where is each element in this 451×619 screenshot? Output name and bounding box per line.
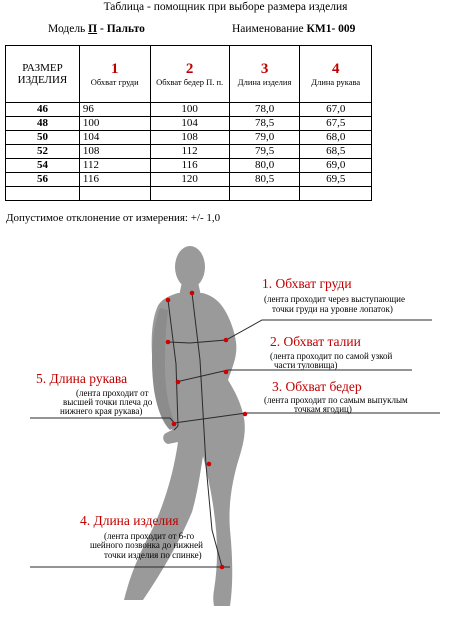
table-cell: 108	[79, 145, 150, 159]
table-cell: 68,0	[300, 131, 372, 145]
table-cell: 80,5	[229, 173, 300, 187]
sleeve-label-desc: (лента проходит от	[76, 388, 149, 398]
chest-label-desc: (лента проходит через выступающие	[264, 294, 405, 304]
column-header-number: 2	[185, 61, 194, 77]
column-header-hips	[150, 46, 229, 103]
chest-label-title: 1. Обхват груди	[262, 276, 352, 291]
waist-label-desc: (лента проходит по самой узкой	[270, 351, 393, 361]
size-table	[5, 45, 372, 201]
hips-label-desc: (лента проходит по самым выпуклым	[264, 395, 408, 405]
table-cell: 79,5	[229, 145, 300, 159]
table-cell: 112	[79, 159, 150, 173]
column-header-sleeve	[300, 46, 372, 103]
table-cell: 96	[79, 103, 150, 117]
sleeve-label-title: 5. Длина рукава	[36, 371, 128, 386]
table-header-row	[6, 46, 372, 103]
sleeve-label-desc: высшей точки плеча до	[63, 397, 153, 407]
marker-dot	[224, 370, 229, 375]
table-row	[6, 173, 372, 187]
table-row	[6, 145, 372, 159]
marker-dot	[172, 422, 177, 427]
tolerance-note: Допустимое отклонение от измерения: +/- 1,0	[6, 212, 221, 224]
table-cell: 67,5	[300, 117, 372, 131]
marker-dot	[243, 412, 248, 417]
table-cell: 112	[150, 145, 229, 159]
marker-dot	[166, 298, 171, 303]
model-value: П	[88, 23, 98, 35]
table-cell	[300, 187, 372, 201]
table-cell	[150, 187, 229, 201]
column-header-label: Обхват бедер П. п.	[156, 77, 224, 87]
table-cell	[229, 187, 300, 201]
table-cell: 78,0	[229, 103, 300, 117]
table-cell: 68,5	[300, 145, 372, 159]
marker-dot	[207, 462, 212, 467]
column-header-number: 1	[110, 61, 119, 77]
table-cell: 48	[6, 117, 80, 131]
table-cell	[79, 187, 150, 201]
table-cell: 69,0	[300, 159, 372, 173]
table-cell: 69,5	[300, 173, 372, 187]
column-header-chest	[79, 46, 150, 103]
product-name-info	[232, 23, 355, 35]
table-cell: 116	[150, 159, 229, 173]
table-row	[6, 103, 372, 117]
model-info	[48, 23, 145, 35]
column-header-length	[229, 46, 300, 103]
hips-label-title: 3. Обхват бедер	[272, 379, 362, 394]
waist-label-desc: части туловища)	[274, 360, 338, 370]
column-header-number: 4	[331, 61, 340, 77]
model-label: Модель	[48, 23, 89, 35]
hips-label-desc: точкам ягодиц)	[294, 404, 352, 414]
table-cell: 120	[150, 173, 229, 187]
table-cell: 104	[150, 117, 229, 131]
head-shape	[175, 246, 205, 288]
marker-dot	[220, 565, 225, 570]
table-cell: 116	[79, 173, 150, 187]
marker-dot	[224, 338, 229, 343]
measurement-diagram	[0, 230, 451, 619]
table-cell: 78,5	[229, 117, 300, 131]
table-cell: 100	[150, 103, 229, 117]
model-suffix: - Пальто	[97, 23, 145, 35]
table-cell: 108	[150, 131, 229, 145]
table-row	[6, 131, 372, 145]
table-cell: 52	[6, 145, 80, 159]
table-cell: 104	[79, 131, 150, 145]
table-cell: 54	[6, 159, 80, 173]
table-row	[6, 187, 372, 201]
column-header-size	[6, 46, 80, 103]
table-cell: 67,0	[300, 103, 372, 117]
column-header-label: Длина изделия	[237, 77, 292, 87]
table-cell: 100	[79, 117, 150, 131]
table-row	[6, 159, 372, 173]
table-cell: 56	[6, 173, 80, 187]
column-header-label: РАЗМЕР ИЗДЕЛИЯ	[17, 62, 68, 86]
table-cell	[6, 187, 80, 201]
page-title: Таблица - помощник при выборе размера изделия	[103, 1, 348, 13]
table-cell: 50	[6, 131, 80, 145]
marker-dot	[190, 291, 195, 296]
chest-label-desc: точки груди на уровне лопаток)	[272, 304, 393, 314]
column-header-label: Обхват груди	[90, 77, 139, 87]
table-cell: 79,0	[229, 131, 300, 145]
sleeve-line	[30, 418, 176, 425]
waist-label-title: 2. Обхват талии	[270, 334, 361, 349]
table-row	[6, 117, 372, 131]
name-value: КМ1- 009	[306, 23, 356, 35]
table-cell: 46	[6, 103, 80, 117]
length-label-desc: шейного позвонка до нижней	[90, 540, 203, 550]
length-label-title: 4. Длина изделия	[80, 513, 179, 528]
marker-dot	[176, 380, 181, 385]
name-label: Наименование	[232, 23, 307, 35]
marker-dot	[166, 340, 171, 345]
column-header-number: 3	[260, 61, 269, 77]
length-label-desc: (лента проходит от 6-го	[104, 531, 195, 541]
length-label-desc: точки изделия по спинке)	[104, 550, 202, 560]
table-cell: 80,0	[229, 159, 300, 173]
column-header-label: Длина рукава	[311, 77, 361, 87]
sleeve-label-desc: нижнего края рукава)	[60, 406, 143, 416]
